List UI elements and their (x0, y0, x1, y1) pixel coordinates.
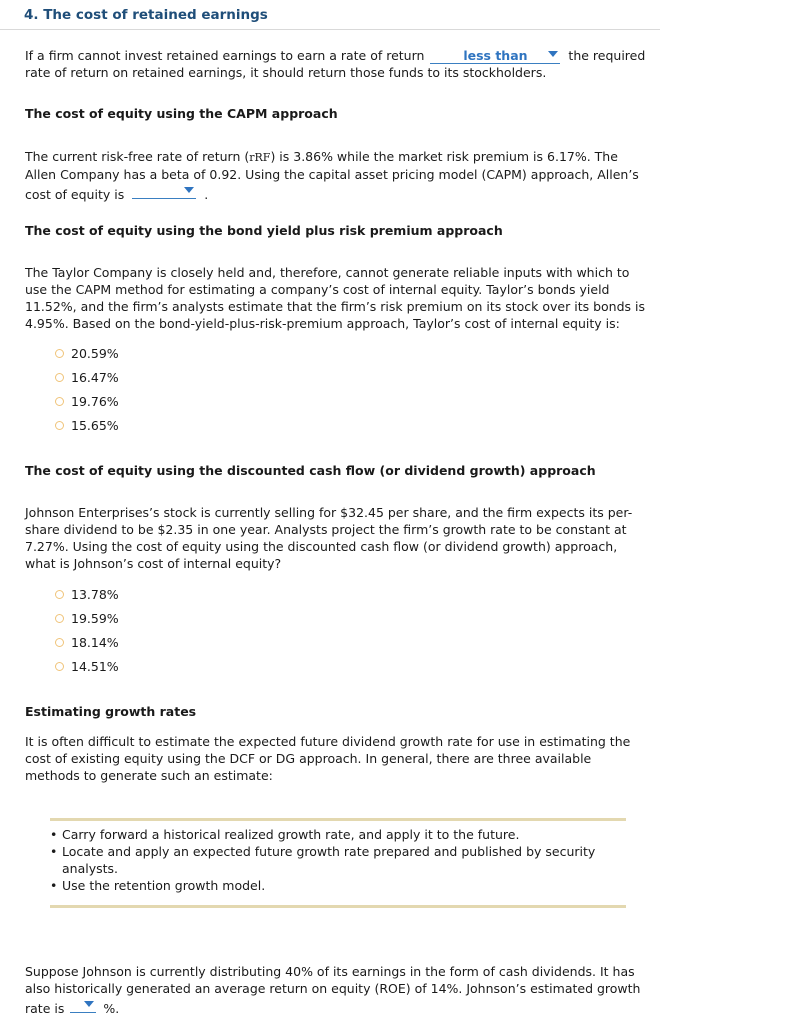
radio-button-icon[interactable] (55, 421, 64, 430)
capm-text-line2: Allen Company has a beta of 0.92. Using the capital asset pricing model (CAPM) approach, Allen’s (25, 167, 639, 182)
dcf-line: 7.27%. Using the cost of equity using the discounted cash flow (or dividend growth) approach, (25, 539, 618, 554)
radio-button-icon[interactable] (55, 373, 64, 382)
radio-button-icon[interactable] (55, 349, 64, 358)
radio-button-icon[interactable] (55, 590, 64, 599)
return-comparison-dropdown[interactable] (430, 47, 560, 64)
return-comparison-value: less than (463, 48, 528, 63)
capm-paragraph (25, 148, 665, 203)
dcf-line: what is Johnson’s cost of internal equity? (25, 556, 282, 571)
bond-option-label: 20.59% (71, 346, 119, 361)
growth-rate-unit: %. (103, 1001, 120, 1016)
bond-option-label: 16.47% (71, 370, 119, 385)
chevron-down-icon (84, 1001, 94, 1007)
growth-line: It is often difficult to estimate the expected future dividend growth rate for use in estimating the (25, 734, 631, 749)
growth-question-rate-label: rate is (25, 1001, 65, 1016)
growth-methods-list (50, 826, 626, 894)
growth-heading: Estimating growth rates (25, 704, 197, 719)
dcf-option[interactable] (55, 609, 119, 629)
list-item: • Carry forward a historical realized growth rate, and apply it to the future. (50, 826, 626, 843)
radio-button-icon[interactable] (55, 638, 64, 647)
intro-text-before: If a firm cannot invest retained earnings to earn a rate of return (25, 48, 425, 63)
bond-option[interactable] (55, 344, 119, 364)
question-title: 4. The cost of retained earnings (24, 7, 268, 23)
growth-question-paragraph (25, 963, 665, 1017)
rf-symbol: rRF (249, 151, 271, 164)
bond-paragraph (25, 264, 665, 332)
dcf-paragraph (25, 504, 665, 572)
growth-paragraph (25, 733, 665, 784)
dcf-line: share dividend to be $2.35 in one year. Analysts project the firm’s growth rate to be constant at (25, 522, 627, 537)
dcf-option[interactable] (55, 585, 119, 605)
dcf-option-label: 13.78% (71, 587, 119, 602)
bond-heading: The cost of equity using the bond yield plus risk premium approach (25, 223, 503, 238)
bond-option-label: 15.65% (71, 418, 119, 433)
title-divider (0, 29, 660, 30)
dcf-option-label: 18.14% (71, 635, 119, 650)
bond-line: use the CAPM method for estimating a company’s cost of internal equity. Taylor’s bonds yield (25, 282, 610, 297)
dcf-option[interactable] (55, 633, 119, 653)
capm-period: . (204, 187, 209, 202)
dcf-line: Johnson Enterprises’s stock is currently selling for $32.45 per share, and the firm expects its per- (25, 505, 633, 520)
intro-paragraph (25, 47, 665, 81)
callout-top-rule (50, 818, 626, 821)
bond-option[interactable] (55, 392, 119, 412)
growth-question-line: Suppose Johnson is currently distributing 40% of its earnings in the form of cash dividends. It has (25, 964, 635, 979)
dcf-option-label: 14.51% (71, 659, 119, 674)
intro-text-line2: rate of return on retained earnings, it should return those funds to its stockholders. (25, 65, 547, 80)
bond-line: 4.95%. Based on the bond-yield-plus-risk-premium approach, Taylor’s cost of internal equity is: (25, 316, 620, 331)
capm-text-b: ) is 3.86% while the market risk premium is 6.17%. The (270, 149, 618, 164)
capm-text-line3: cost of equity is (25, 187, 125, 202)
growth-line: cost of existing equity using the DCF or DG approach. In general, there are three available (25, 751, 592, 766)
bond-option[interactable] (55, 416, 119, 436)
radio-button-icon[interactable] (55, 662, 64, 671)
list-item: • Locate and apply an expected future growth rate prepared and published by security analysts. (50, 843, 607, 877)
callout-bottom-rule (50, 905, 626, 908)
growth-line: methods to generate such an estimate: (25, 768, 273, 783)
dcf-option[interactable] (55, 657, 119, 677)
radio-button-icon[interactable] (55, 397, 64, 406)
dcf-option-label: 19.59% (71, 611, 119, 626)
bond-line: 11.52%, and the firm’s analysts estimate that the firm’s risk premium on its stock over its bonds is (25, 299, 645, 314)
chevron-down-icon (548, 51, 558, 57)
growth-question-line: also historically generated an average return on equity (ROE) of 14%. Johnson’s estimated growth (25, 981, 641, 996)
list-item: • Use the retention growth model. (50, 877, 626, 894)
chevron-down-icon (184, 187, 194, 193)
bond-line: The Taylor Company is closely held and, therefore, cannot generate reliable inputs with which to (25, 265, 630, 280)
dcf-heading: The cost of equity using the discounted cash flow (or dividend growth) approach (25, 463, 596, 478)
radio-button-icon[interactable] (55, 614, 64, 623)
bond-option[interactable] (55, 368, 119, 388)
growth-rate-dropdown[interactable] (70, 997, 96, 1013)
capm-heading: The cost of equity using the CAPM approach (25, 106, 338, 121)
capm-text-a: The current risk-free rate of return ( (25, 149, 250, 164)
intro-text-after: the required (568, 48, 646, 63)
bond-option-label: 19.76% (71, 394, 119, 409)
capm-cost-of-equity-dropdown[interactable] (132, 183, 196, 199)
